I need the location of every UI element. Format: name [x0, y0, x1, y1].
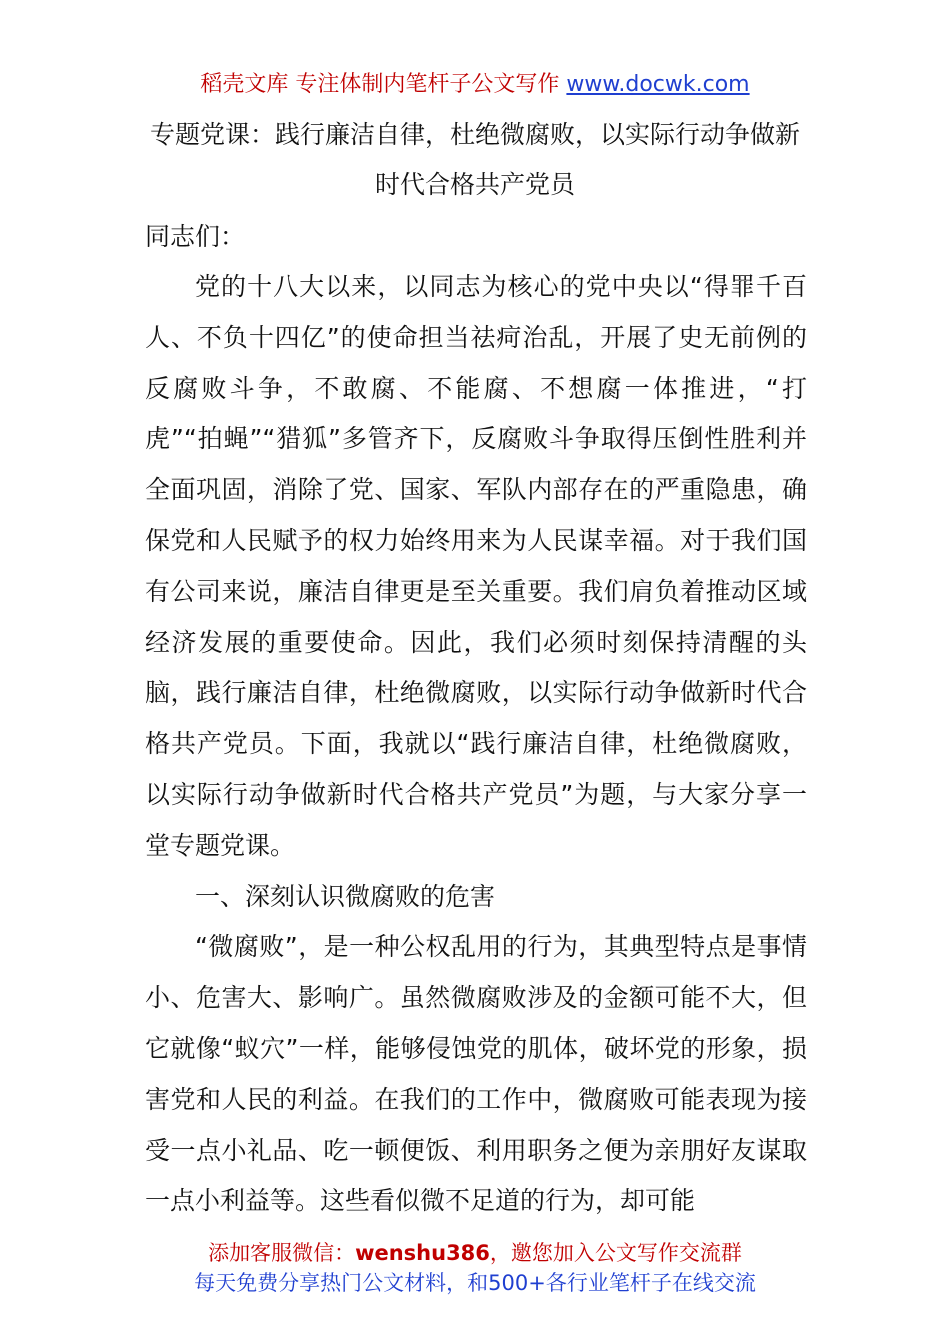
- paragraph-micro-corruption: “微腐败”，是一种公权乱用的行为，其典型特点是事情小、危害大、影响广。虽然微腐败涉及的金额可能不大，但它就像“蚁穴”一样，能够侵蚀党的肌体，破坏党的形象，损害党和人民的利益。在我们的工作中，微腐败可能表现为接受一点小礼品、吃一顿便饭、利用职务之便为亲朋好友谋取一点小利益等。这些看似微不足道的行为，却可能: [145, 932, 807, 1216]
- paragraph-intro: 党的十八大以来，以同志为核心的党中央以“得罪千百人、不负十四亿”的使命担当祛疴治乱，开展了史无前例的反腐败斗争，不敢腐、不能腐、不想腐一体推进，“打虎”“拍蝇”“猎狐”多管齐下，反腐败斗争取得压倒性胜利并全面巩固，消除了党、国家、军队内部存在的严重隐患，确保党和人民赋予的权力始终用来为人民谋幸福。对于我们国有公司来说，廉洁自律更是至关重要。我们肩负着推动区域经济发展的重要使命。因此，我们必须时刻保持清醒的头脑，践行廉洁自律，杜绝微腐败，以实际行动争做新时代合格共产党员。下面，我就以“践行廉洁自律，杜绝微腐败，以实际行动争做新时代合格共产党员”为题，与大家分享一堂专题党课。: [145, 272, 807, 860]
- footer-prefix: 添加客服微信：: [208, 1241, 356, 1265]
- footer-suffix: ，邀您加入公文写作交流群: [489, 1241, 742, 1265]
- header-site-text: 稻壳文库 专注体制内笔杆子公文写作: [200, 72, 567, 97]
- watermark-header: [0, 70, 950, 100]
- promo-footer: [0, 1238, 950, 1298]
- document-body: [145, 262, 807, 1227]
- footer-line-1: [0, 1238, 950, 1268]
- wechat-id: wenshu386: [355, 1241, 490, 1265]
- section-heading-1: 一、深刻认识微腐败的危害: [195, 881, 496, 911]
- document-title: 专题党课：践行廉洁自律，杜绝微腐败，以实际行动争做新时代合格共产党员: [149, 120, 800, 199]
- header-url-link[interactable]: www.docwk.com: [566, 72, 750, 97]
- footer-line-2: 每天免费分享热门公文材料，和500+各行业笔杆子在线交流: [194, 1271, 756, 1295]
- salutation: 同志们：: [145, 222, 246, 251]
